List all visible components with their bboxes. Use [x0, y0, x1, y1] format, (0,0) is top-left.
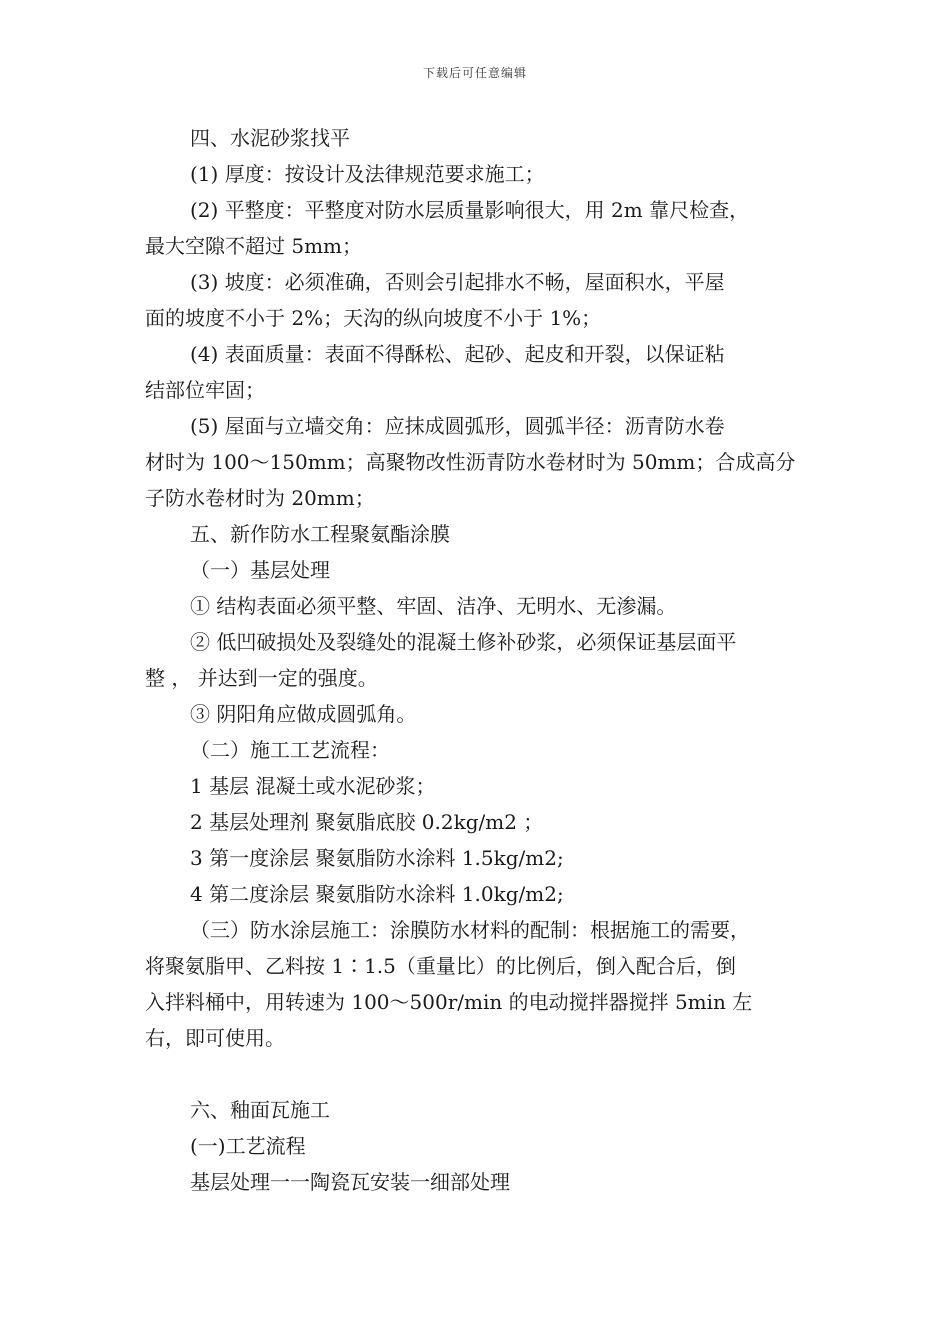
- paragraph-line: (3) 坡度：必须准确，否则会引起排水不畅，屋面积水，平屋: [190, 270, 725, 294]
- paragraph-line: ① 结构表面必须平整、牢固、洁净、无明水、无渗漏。: [190, 594, 677, 618]
- paragraph-line: (2) 平整度：平整度对防水层质量影响很大，用 2m 靠尺检查，: [190, 198, 750, 222]
- subheading-process-flow: （二）施工工艺流程：: [190, 738, 390, 762]
- section-heading-glazed-tile: 六、釉面瓦施工: [190, 1098, 330, 1122]
- section-heading-cement-leveling: 四、水泥砂浆找平: [190, 126, 350, 150]
- subheading-process-flow-tile: (一)工艺流程: [190, 1134, 306, 1158]
- paragraph-line: 基层处理一一陶瓷瓦安装一细部处理: [190, 1170, 510, 1194]
- document-body: [145, 120, 810, 1200]
- paragraph-line: 材时为 100～150mm；高聚物改性沥青防水卷材时为 50mm；合成高分: [145, 450, 796, 474]
- paragraph-line: 将聚氨脂甲、乙料按 1∶1.5（重量比）的比例后，倒入配合后，倒: [145, 954, 736, 978]
- paragraph-line: ③ 阴阳角应做成圆弧角。: [190, 702, 417, 726]
- paragraph-line: (1) 厚度：按设计及法律规范要求施工；: [190, 162, 545, 186]
- paragraph-line: 入拌料桶中，用转速为 100～500r/min 的电动搅拌器搅拌 5min 左: [145, 990, 753, 1014]
- list-item: 3 第一度涂层 聚氨脂防水涂料 1.5kg/m2;: [190, 846, 564, 870]
- page-header-note: 下载后可任意编辑: [422, 66, 527, 80]
- paragraph-line: 面的坡度不小于 2%；天沟的纵向坡度不小于 1%；: [145, 306, 602, 330]
- subheading-base-treatment: （一）基层处理: [190, 558, 330, 582]
- paragraph-line: ② 低凹破损处及裂缝处的混凝土修补砂浆，必须保证基层面平: [190, 630, 737, 654]
- list-item: 1 基层 混凝土或水泥砂浆；: [190, 774, 436, 798]
- paragraph-line: 子防水卷材时为 20mm；: [145, 486, 375, 510]
- paragraph-line: 右，即可使用。: [145, 1026, 285, 1050]
- section-heading-polyurethane-coating: 五、新作防水工程聚氨酯涂膜: [190, 522, 450, 546]
- list-item: 2 基层处理剂 聚氨脂底胶 0.2kg/m2 ；: [190, 810, 544, 834]
- paragraph-line: (4) 表面质量：表面不得酥松、起砂、起皮和开裂，以保证粘: [190, 342, 725, 366]
- paragraph-line: （三）防水涂层施工：涂膜防水材料的配制：根据施工的需要，: [190, 918, 750, 942]
- blank-spacer: [145, 1056, 810, 1092]
- paragraph-line: 最大空隙不超过 5mm；: [145, 234, 363, 258]
- paragraph-line: (5) 屋面与立墙交角：应抹成圆弧形，圆弧半径：沥青防水卷: [190, 414, 725, 438]
- list-item: 4 第二度涂层 聚氨脂防水涂料 1.0kg/m2;: [190, 882, 564, 906]
- paragraph-line: 结部位牢固；: [145, 378, 265, 402]
- paragraph-line: 整 ， 并达到一定的强度。: [145, 666, 378, 690]
